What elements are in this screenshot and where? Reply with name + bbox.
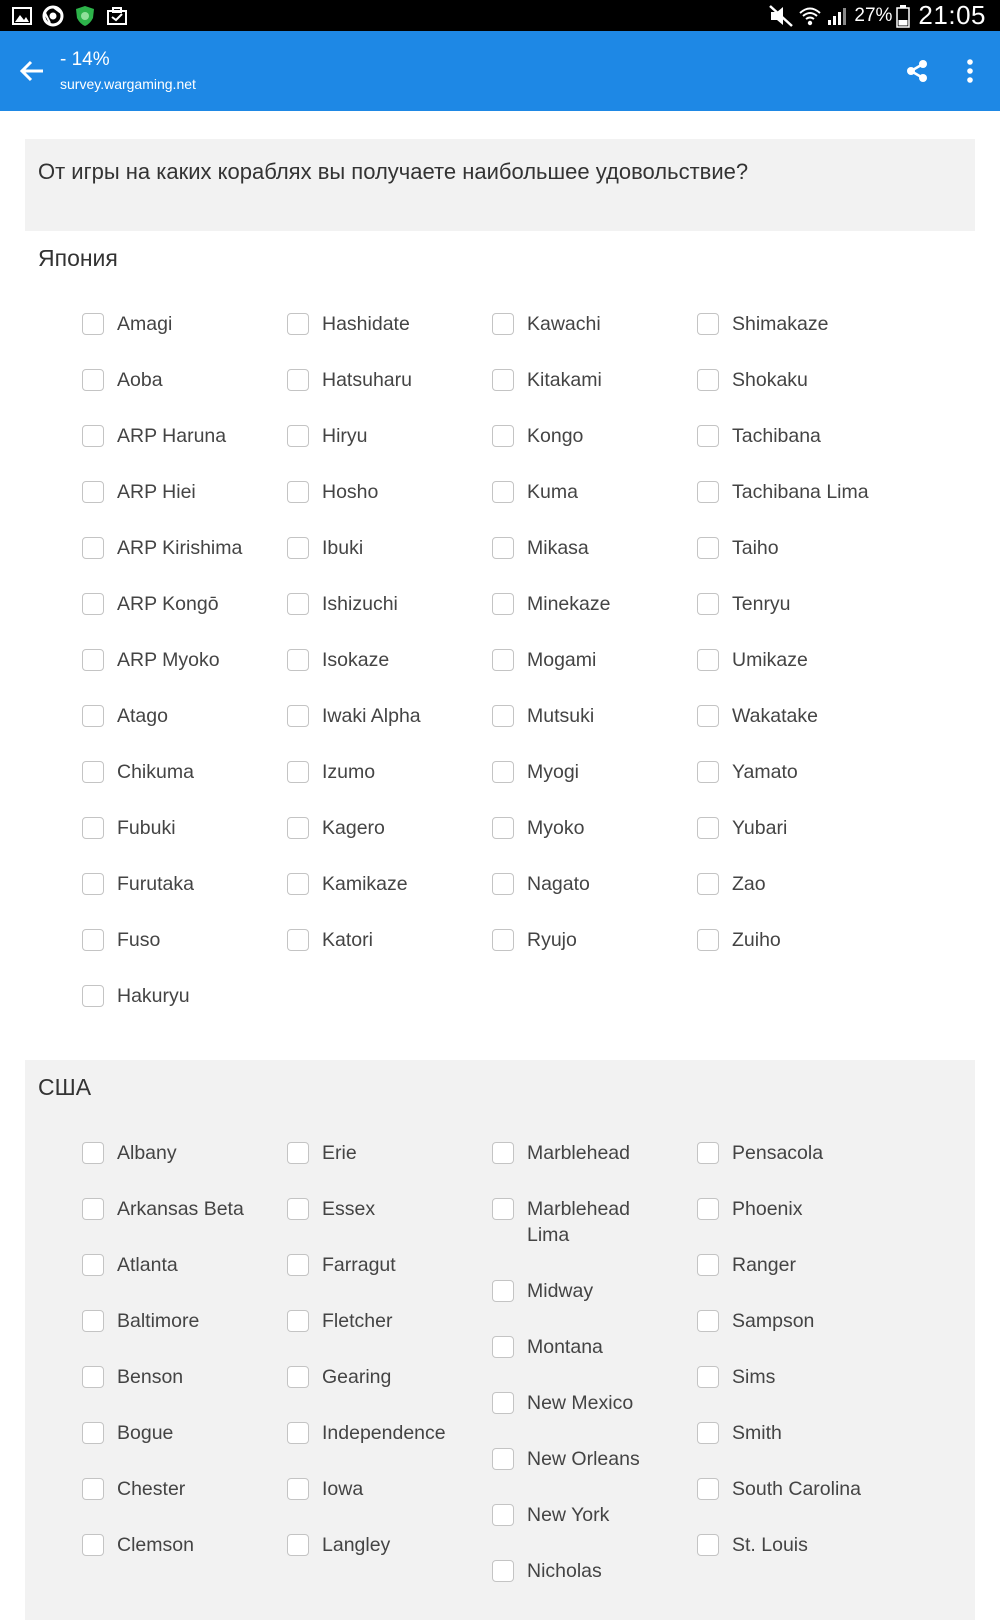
checkbox-option[interactable] <box>287 1364 487 1390</box>
checkbox[interactable] <box>82 593 104 615</box>
checkbox-option[interactable] <box>82 703 282 729</box>
checkbox-label[interactable]: Yubari <box>732 817 788 839</box>
checkbox-option[interactable] <box>492 423 692 449</box>
checkbox[interactable] <box>697 1198 719 1220</box>
checkbox-label[interactable]: New York <box>527 1504 610 1526</box>
checkbox-label[interactable]: Minekaze <box>527 593 611 615</box>
checkbox[interactable] <box>492 761 514 783</box>
option-column <box>492 1140 692 1614</box>
checkbox-option[interactable] <box>492 647 692 673</box>
checkbox-label[interactable]: Sims <box>732 1366 776 1388</box>
checkbox[interactable] <box>82 929 104 951</box>
checkbox[interactable] <box>697 481 719 503</box>
checkbox-option[interactable] <box>287 1140 487 1166</box>
checkbox-label[interactable]: Kagero <box>322 817 385 839</box>
checkbox[interactable] <box>287 481 309 503</box>
checkbox-label[interactable]: Tachibana Lima <box>732 481 869 503</box>
checkbox-option[interactable] <box>697 1476 897 1502</box>
checkbox-option[interactable] <box>492 759 692 785</box>
checkbox[interactable] <box>287 593 309 615</box>
checkbox[interactable] <box>287 929 309 951</box>
checkbox-option[interactable] <box>82 1532 282 1558</box>
checkbox-label[interactable]: Umikaze <box>732 649 808 671</box>
checkbox-option[interactable] <box>82 815 282 841</box>
checkbox-option[interactable] <box>287 535 487 561</box>
checkbox-option[interactable] <box>492 927 692 953</box>
checkbox-label[interactable]: Iowa <box>322 1478 364 1500</box>
checkbox[interactable] <box>697 649 719 671</box>
checkbox-option[interactable] <box>287 1196 487 1222</box>
checkbox[interactable] <box>287 705 309 727</box>
checkbox[interactable] <box>82 873 104 895</box>
page-url: survey.wargaming.net <box>60 76 196 92</box>
checkbox-label[interactable]: Aoba <box>117 369 163 391</box>
checkbox-label[interactable]: ARP Myoko <box>117 649 220 671</box>
checkbox-label[interactable]: Shokaku <box>732 369 808 391</box>
checkbox-option[interactable] <box>82 1420 282 1446</box>
checkbox[interactable] <box>82 1534 104 1556</box>
checkbox-label[interactable]: Clemson <box>117 1534 194 1556</box>
checkbox-label[interactable]: Hatsuharu <box>322 369 412 391</box>
checkbox[interactable] <box>697 593 719 615</box>
checkbox[interactable] <box>287 1422 309 1444</box>
notification-icons <box>12 4 128 28</box>
checkbox-label[interactable]: Benson <box>117 1366 184 1388</box>
checkbox[interactable] <box>287 1310 309 1332</box>
checkbox-label[interactable]: Marblehead Lima <box>527 1198 630 1246</box>
checkbox[interactable] <box>82 481 104 503</box>
checkbox[interactable] <box>287 1198 309 1220</box>
checkbox-label[interactable]: Farragut <box>322 1254 396 1276</box>
section-title: Япония <box>38 245 118 271</box>
checkbox[interactable] <box>287 1478 309 1500</box>
checkbox-label[interactable]: ARP Hiei <box>117 481 196 503</box>
checkbox-label[interactable]: ARP Kongō <box>117 593 219 615</box>
checkbox-label[interactable]: Bogue <box>117 1422 174 1444</box>
checkbox[interactable] <box>697 313 719 335</box>
checkbox[interactable] <box>492 1560 514 1582</box>
checkbox[interactable] <box>492 1142 514 1164</box>
checkbox[interactable] <box>82 1198 104 1220</box>
system-indicators <box>768 0 986 31</box>
checkbox-option[interactable] <box>287 1420 487 1446</box>
checkbox-option[interactable] <box>82 479 282 505</box>
checkbox-option[interactable] <box>697 423 897 449</box>
checkbox-option[interactable] <box>82 759 282 785</box>
checkbox-option[interactable] <box>82 1308 282 1334</box>
checkbox-option[interactable] <box>697 1308 897 1334</box>
checkbox[interactable] <box>82 537 104 559</box>
checkbox-label[interactable]: Nicholas <box>527 1560 602 1582</box>
question-box <box>25 139 975 231</box>
checkbox-option[interactable] <box>697 647 897 673</box>
checkbox-option[interactable] <box>697 1140 897 1166</box>
checkbox[interactable] <box>82 705 104 727</box>
checkbox[interactable] <box>287 873 309 895</box>
checkbox-label[interactable]: New Mexico <box>527 1392 634 1414</box>
question-text: От игры на каких кораблях вы получаете наибольшее удовольствие? <box>38 159 749 184</box>
status-bar <box>0 0 1000 31</box>
checkbox-option[interactable] <box>697 367 897 393</box>
checkbox-option[interactable] <box>82 871 282 897</box>
overflow-menu-button[interactable] <box>955 51 985 91</box>
option-column <box>287 311 487 983</box>
checkbox-label[interactable]: Montana <box>527 1336 603 1358</box>
checkbox-option[interactable] <box>82 423 282 449</box>
checkbox-label[interactable]: Furutaka <box>117 873 194 895</box>
more-vertical-icon <box>966 58 974 84</box>
checkbox-label[interactable]: Ryujo <box>527 929 577 951</box>
checkbox-label[interactable]: Independence <box>322 1422 446 1444</box>
checkbox-label[interactable]: Kongo <box>527 425 584 447</box>
checkbox[interactable] <box>287 369 309 391</box>
checkbox-label[interactable]: Ranger <box>732 1254 796 1276</box>
checkbox-option[interactable] <box>82 1252 282 1278</box>
checkbox-label[interactable]: Yamato <box>732 761 798 783</box>
checkbox-option[interactable] <box>287 759 487 785</box>
checkbox-label[interactable]: Mikasa <box>527 537 589 559</box>
checkbox-label[interactable]: Nagato <box>527 873 590 895</box>
section-title: США <box>38 1074 92 1100</box>
checkbox-label[interactable]: Iwaki Alpha <box>322 705 421 727</box>
checkbox-label[interactable]: ARP Haruna <box>117 425 227 447</box>
option-column <box>697 311 897 983</box>
checkbox-option[interactable] <box>492 1278 692 1304</box>
checkbox[interactable] <box>82 313 104 335</box>
checkbox-option[interactable] <box>82 311 282 337</box>
checkbox-option[interactable] <box>287 311 487 337</box>
checkbox[interactable] <box>287 1534 309 1556</box>
checkbox-option[interactable] <box>82 647 282 673</box>
checkbox-label[interactable]: Chikuma <box>117 761 194 783</box>
clock: 21:05 <box>918 0 986 30</box>
briefcase-icon <box>106 5 128 27</box>
checkbox[interactable] <box>287 649 309 671</box>
checkbox-label[interactable]: Pensacola <box>732 1142 824 1164</box>
section-japan <box>25 231 975 1060</box>
checkbox[interactable] <box>492 1198 514 1220</box>
checkbox-label[interactable]: ARP Kirishima <box>117 537 243 559</box>
checkbox-label[interactable]: Langley <box>322 1534 391 1556</box>
checkbox-option[interactable] <box>82 535 282 561</box>
checkbox[interactable] <box>492 425 514 447</box>
checkbox-label[interactable]: Hiryu <box>322 425 368 447</box>
checkbox-label[interactable]: Ishizuchi <box>322 593 398 615</box>
checkbox[interactable] <box>697 1534 719 1556</box>
checkbox-label[interactable]: Arkansas Beta <box>117 1198 244 1220</box>
shield-icon <box>74 5 96 27</box>
checkbox-label[interactable]: Tenryu <box>732 593 791 615</box>
back-button[interactable] <box>12 51 52 91</box>
checkbox[interactable] <box>492 369 514 391</box>
checkbox-option[interactable] <box>287 1532 487 1558</box>
checkbox[interactable] <box>697 1422 719 1444</box>
checkbox-label[interactable]: Phoenix <box>732 1198 803 1220</box>
checkbox-option[interactable] <box>697 815 897 841</box>
checkbox-label[interactable]: Zuiho <box>732 929 781 951</box>
checkbox[interactable] <box>492 1280 514 1302</box>
option-column <box>492 311 692 983</box>
checkbox-option[interactable] <box>697 1252 897 1278</box>
signal-icon <box>826 5 848 27</box>
checkbox-label[interactable]: Smith <box>732 1422 782 1444</box>
checkbox-option[interactable] <box>492 591 692 617</box>
checkbox-label[interactable]: New Orleans <box>527 1448 640 1470</box>
checkbox-option[interactable] <box>697 311 897 337</box>
checkbox[interactable] <box>492 929 514 951</box>
checkbox-option[interactable] <box>697 591 897 617</box>
checkbox-option[interactable] <box>492 367 692 393</box>
checkbox[interactable] <box>697 425 719 447</box>
checkbox-label[interactable]: Kawachi <box>527 313 601 335</box>
battery-icon <box>896 4 910 28</box>
checkbox-option[interactable] <box>287 591 487 617</box>
checkbox-option[interactable] <box>697 1532 897 1558</box>
checkbox-label[interactable]: Mogami <box>527 649 597 671</box>
checkbox[interactable] <box>697 873 719 895</box>
checkbox-label[interactable]: Kamikaze <box>322 873 408 895</box>
checkbox-option[interactable] <box>492 479 692 505</box>
share-icon <box>904 58 930 84</box>
checkbox-option[interactable] <box>697 703 897 729</box>
option-column <box>82 1140 282 1588</box>
checkbox-option[interactable] <box>287 927 487 953</box>
checkbox[interactable] <box>82 817 104 839</box>
checkbox-label[interactable]: South Carolina <box>732 1478 861 1500</box>
checkbox-option[interactable] <box>287 647 487 673</box>
checkbox[interactable] <box>287 1254 309 1276</box>
checkbox[interactable] <box>697 537 719 559</box>
checkbox[interactable] <box>287 425 309 447</box>
checkbox[interactable] <box>287 817 309 839</box>
checkbox-option[interactable] <box>492 1390 692 1416</box>
checkbox-option[interactable] <box>492 703 692 729</box>
checkbox-label[interactable]: Gearing <box>322 1366 392 1388</box>
checkbox-option[interactable] <box>287 1476 487 1502</box>
checkbox-label[interactable]: Albany <box>117 1142 177 1164</box>
checkbox[interactable] <box>287 761 309 783</box>
checkbox[interactable] <box>697 705 719 727</box>
checkbox-label[interactable]: Kuma <box>527 481 578 503</box>
checkbox-label[interactable]: Baltimore <box>117 1310 200 1332</box>
checkbox-option[interactable] <box>82 1140 282 1166</box>
option-column <box>287 1140 487 1588</box>
checkbox-option[interactable] <box>492 871 692 897</box>
checkbox-label[interactable]: Ibuki <box>322 537 364 559</box>
checkbox[interactable] <box>82 369 104 391</box>
checkbox-option[interactable] <box>492 1140 692 1166</box>
checkbox[interactable] <box>82 1254 104 1276</box>
checkbox[interactable] <box>492 1448 514 1470</box>
checkbox[interactable] <box>492 1336 514 1358</box>
checkbox-label[interactable]: Myoko <box>527 817 585 839</box>
gallery-icon <box>12 6 32 26</box>
checkbox-option[interactable] <box>492 815 692 841</box>
checkbox-label[interactable]: Amagi <box>117 313 173 335</box>
checkbox-option[interactable] <box>287 423 487 449</box>
checkbox-option[interactable] <box>82 983 282 1009</box>
option-column <box>82 311 282 1039</box>
checkbox-option[interactable] <box>697 759 897 785</box>
checkbox[interactable] <box>697 1478 719 1500</box>
checkbox[interactable] <box>82 1478 104 1500</box>
checkbox[interactable] <box>492 593 514 615</box>
back-arrow-icon <box>18 57 46 85</box>
checkbox-option[interactable] <box>287 815 487 841</box>
checkbox-label[interactable]: Marblehead <box>527 1142 630 1164</box>
checkbox[interactable] <box>287 1366 309 1388</box>
checkbox[interactable] <box>82 1310 104 1332</box>
checkbox-option[interactable] <box>492 535 692 561</box>
checkbox[interactable] <box>697 929 719 951</box>
checkbox-label[interactable]: Atago <box>117 705 168 727</box>
checkbox-label[interactable]: Atlanta <box>117 1254 178 1276</box>
checkbox[interactable] <box>697 1310 719 1332</box>
checkbox[interactable] <box>82 649 104 671</box>
checkbox-label[interactable]: Sampson <box>732 1310 815 1332</box>
checkbox-option[interactable] <box>697 871 897 897</box>
checkbox-label[interactable]: Hakuryu <box>117 985 190 1007</box>
checkbox-label[interactable]: Shimakaze <box>732 313 829 335</box>
checkbox-option[interactable] <box>697 1364 897 1390</box>
checkbox[interactable] <box>697 817 719 839</box>
checkbox-label[interactable]: St. Louis <box>732 1534 808 1556</box>
checkbox-option[interactable] <box>492 1196 692 1248</box>
share-button[interactable] <box>897 51 937 91</box>
checkbox[interactable] <box>492 817 514 839</box>
checkbox-option[interactable] <box>82 927 282 953</box>
checkbox-option[interactable] <box>697 927 897 953</box>
checkbox-option[interactable] <box>492 311 692 337</box>
checkbox[interactable] <box>697 1142 719 1164</box>
battery-percent: 27% <box>854 4 893 26</box>
option-column <box>697 1140 897 1588</box>
checkbox-label[interactable]: Mutsuki <box>527 705 595 727</box>
section-usa <box>25 1060 975 1620</box>
checkbox-option[interactable] <box>287 871 487 897</box>
checkbox[interactable] <box>287 313 309 335</box>
checkbox[interactable] <box>82 761 104 783</box>
checkbox-option[interactable] <box>82 1364 282 1390</box>
checkbox-label[interactable]: Erie <box>322 1142 357 1164</box>
chrome-icon <box>42 5 64 27</box>
checkbox[interactable] <box>492 649 514 671</box>
checkbox-label[interactable]: Tachibana <box>732 425 821 447</box>
checkbox-label[interactable]: Midway <box>527 1280 594 1302</box>
checkbox-option[interactable] <box>492 1558 692 1584</box>
checkbox[interactable] <box>697 761 719 783</box>
checkbox-label[interactable]: Wakatake <box>732 705 818 727</box>
checkbox[interactable] <box>492 873 514 895</box>
checkbox-option[interactable] <box>82 591 282 617</box>
mute-icon <box>768 4 794 28</box>
checkbox-label[interactable]: Izumo <box>322 761 376 783</box>
checkbox[interactable] <box>82 1366 104 1388</box>
checkbox-label[interactable]: Isokaze <box>322 649 390 671</box>
checkbox-option[interactable] <box>697 1420 897 1446</box>
checkbox-label[interactable]: Kitakami <box>527 369 602 391</box>
checkbox-option[interactable] <box>492 1334 692 1360</box>
checkbox-option[interactable] <box>492 1446 692 1472</box>
checkbox-label[interactable]: Fuso <box>117 929 161 951</box>
checkbox[interactable] <box>697 1366 719 1388</box>
checkbox[interactable] <box>287 1142 309 1164</box>
checkbox[interactable] <box>82 425 104 447</box>
checkbox-option[interactable] <box>82 1476 282 1502</box>
page-progress-title: - 14% <box>60 49 110 70</box>
checkbox[interactable] <box>492 313 514 335</box>
checkbox[interactable] <box>492 705 514 727</box>
app-bar <box>0 31 1000 111</box>
checkbox-label[interactable]: Fubuki <box>117 817 176 839</box>
checkbox[interactable] <box>82 985 104 1007</box>
checkbox-option[interactable] <box>697 535 897 561</box>
checkbox-option[interactable] <box>82 1196 282 1222</box>
wifi-icon <box>798 4 822 28</box>
checkbox-label[interactable]: Hosho <box>322 481 379 503</box>
checkbox-label[interactable]: Essex <box>322 1198 376 1220</box>
checkbox-option[interactable] <box>697 1196 897 1222</box>
checkbox[interactable] <box>82 1422 104 1444</box>
checkbox-option[interactable] <box>287 479 487 505</box>
checkbox-label[interactable]: Myogi <box>527 761 580 783</box>
checkbox-label[interactable]: Taiho <box>732 537 779 559</box>
checkbox-label[interactable]: Katori <box>322 929 373 951</box>
checkbox-option[interactable] <box>287 703 487 729</box>
checkbox[interactable] <box>492 537 514 559</box>
checkbox-option[interactable] <box>287 367 487 393</box>
checkbox[interactable] <box>492 1504 514 1526</box>
checkbox-label[interactable]: Fletcher <box>322 1310 393 1332</box>
checkbox[interactable] <box>82 1142 104 1164</box>
checkbox[interactable] <box>697 369 719 391</box>
checkbox-label[interactable]: Hashidate <box>322 313 410 335</box>
checkbox-option[interactable] <box>287 1252 487 1278</box>
checkbox-label[interactable]: Zao <box>732 873 766 895</box>
checkbox-option[interactable] <box>82 367 282 393</box>
checkbox[interactable] <box>492 1392 514 1414</box>
checkbox-label[interactable]: Chester <box>117 1478 186 1500</box>
checkbox-option[interactable] <box>492 1502 692 1528</box>
checkbox[interactable] <box>492 481 514 503</box>
checkbox-option[interactable] <box>697 479 897 505</box>
checkbox-option[interactable] <box>287 1308 487 1334</box>
checkbox[interactable] <box>697 1254 719 1276</box>
checkbox[interactable] <box>287 537 309 559</box>
